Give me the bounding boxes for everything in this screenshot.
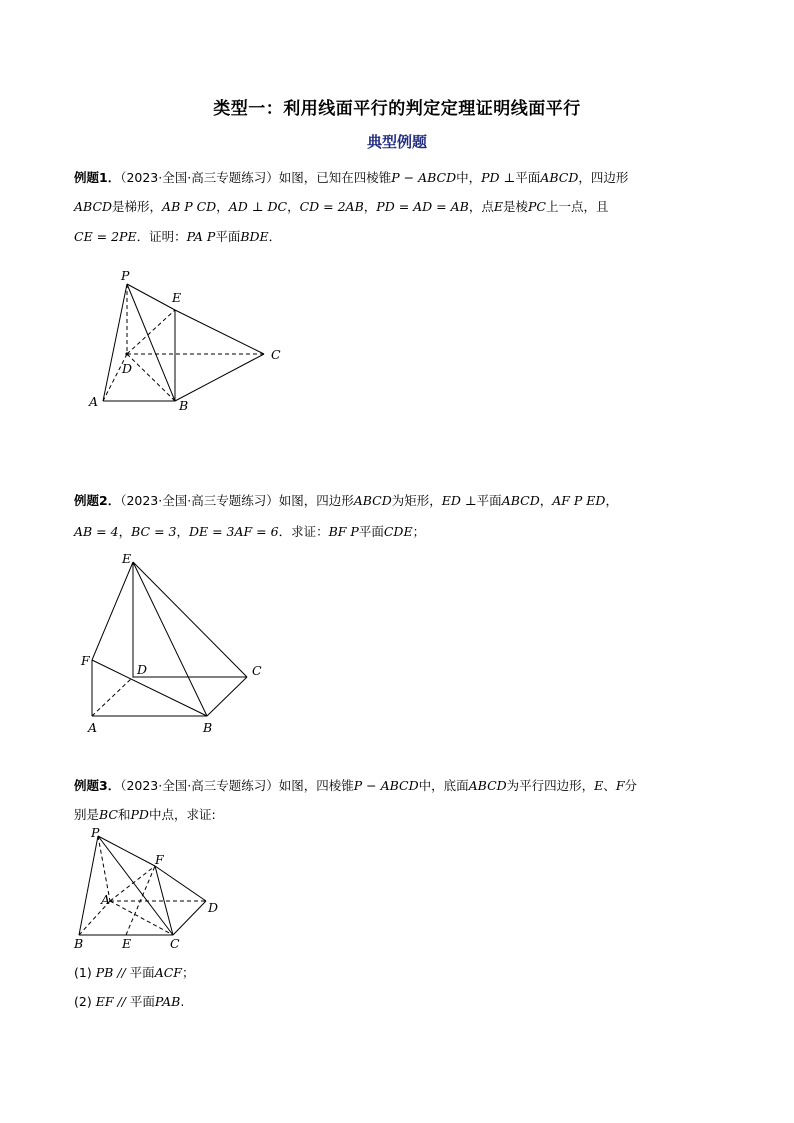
ex1-text: ， bbox=[216, 199, 229, 214]
ex2-math: AF P ED bbox=[552, 493, 606, 508]
ex1-text: 是棱 bbox=[502, 199, 528, 214]
ex2-math: BC = 3 bbox=[131, 524, 177, 539]
ex2-text: ， bbox=[118, 524, 132, 539]
ex2-text: 平面 bbox=[358, 524, 384, 539]
ex3-text: 为平行四边形， bbox=[506, 778, 595, 793]
ex2-text: ， bbox=[539, 493, 553, 508]
ex3-text: ； bbox=[181, 965, 195, 980]
ex3-text: 分 bbox=[624, 778, 638, 793]
ex3-math: E bbox=[594, 778, 604, 793]
ex2-source: （2023·全国·高三专题练习） bbox=[120, 493, 279, 508]
label-D: D bbox=[137, 662, 148, 677]
ex1-text: ， bbox=[363, 199, 377, 214]
ex3-text: 中点，求证: bbox=[148, 807, 216, 822]
label-B: B bbox=[74, 936, 84, 951]
ex1-text: ，点 bbox=[468, 199, 494, 214]
edge-CD bbox=[173, 901, 206, 935]
page-title: 类型一：利用线面平行的判定定理证明线面平行 bbox=[213, 99, 581, 119]
ex3-math: ABCD bbox=[468, 778, 507, 793]
edge-EF-hidden bbox=[126, 866, 155, 935]
ex1-math: AD ⊥ DC bbox=[228, 199, 288, 214]
ex3-text: 、 bbox=[603, 778, 616, 793]
label-B: B bbox=[179, 398, 189, 413]
label-C: C bbox=[252, 663, 262, 678]
label-P: P bbox=[91, 825, 100, 840]
label-E: E bbox=[172, 290, 182, 305]
label-C: C bbox=[170, 936, 180, 951]
edge-PC bbox=[98, 836, 173, 935]
ex1-text: 平面 bbox=[515, 170, 541, 185]
edge-AC-hidden bbox=[110, 901, 173, 935]
label-A: A bbox=[88, 720, 98, 735]
ex3-text: . bbox=[180, 994, 185, 1009]
label-D: D bbox=[208, 900, 219, 915]
ex1-text: ，四边形 bbox=[578, 170, 629, 185]
ex1-text: 平面 bbox=[215, 229, 241, 244]
ex3-question-2 bbox=[74, 992, 184, 1010]
q2-number: (2) bbox=[74, 994, 92, 1009]
label-F: F bbox=[81, 653, 90, 668]
ex3-text: 如图，四棱锥 bbox=[278, 778, 354, 793]
ex2-text: ．求证： bbox=[278, 524, 329, 539]
ex2-text: ， bbox=[176, 524, 189, 539]
ex1-math: PA P bbox=[186, 229, 216, 244]
ex1-math: CD = 2AB bbox=[299, 199, 364, 214]
ex3-math: P − ABCD bbox=[353, 778, 419, 793]
ex1-source: （2023·全国·高三专题练习） bbox=[120, 170, 279, 185]
ex2-text: 如图，四边形 bbox=[278, 493, 354, 508]
ex1-math: ABCD bbox=[540, 170, 579, 185]
ex2-text: 平面 bbox=[476, 493, 502, 508]
ex1-math: PD ⊥ bbox=[481, 170, 516, 185]
ex2-label: 例题2． bbox=[74, 493, 121, 508]
ex1-math: AB P CD bbox=[162, 199, 217, 214]
ex3-math: PB // bbox=[95, 965, 130, 980]
ex3-text: 平面 bbox=[129, 994, 155, 1009]
edge-AF-hidden bbox=[110, 866, 155, 901]
ex1-text: ．证明： bbox=[136, 229, 187, 244]
ex1-math: BDE bbox=[240, 229, 269, 244]
ex3-math: ACF bbox=[154, 965, 182, 980]
ex2-text: ； bbox=[412, 524, 426, 539]
label-D: D bbox=[122, 361, 133, 376]
ex1-math: PC bbox=[528, 199, 546, 214]
ex2-math: ABCD bbox=[501, 493, 540, 508]
q1-number: (1) bbox=[74, 965, 92, 980]
label-P: P bbox=[121, 268, 130, 283]
ex3-text: 中，底面 bbox=[418, 778, 469, 793]
ex1-math: PD = AD = AB bbox=[376, 199, 469, 214]
ex3-math: PD bbox=[130, 807, 149, 822]
ex2-text: 为矩形， bbox=[391, 493, 442, 508]
ex3-text: 平面 bbox=[129, 965, 155, 980]
ex2-math: CDE bbox=[383, 524, 413, 539]
ex1-math: CE = 2PE bbox=[74, 229, 137, 244]
label-E: E bbox=[122, 551, 132, 566]
ex3-math: BC bbox=[99, 807, 118, 822]
label-F: F bbox=[155, 852, 164, 867]
label-E: E bbox=[122, 936, 132, 951]
edge-PB bbox=[79, 836, 98, 935]
ex2-text: ， bbox=[605, 493, 618, 508]
ex2-math: ABCD bbox=[353, 493, 392, 508]
ex1-label: 例题1． bbox=[74, 170, 121, 185]
ex3-text: 和 bbox=[118, 807, 131, 822]
ex1-text: ． bbox=[268, 229, 282, 244]
label-A: A bbox=[101, 892, 111, 907]
section-subtitle: 典型例题 bbox=[366, 133, 427, 151]
ex3-math: PAB bbox=[154, 994, 181, 1009]
ex1-math: E bbox=[493, 199, 503, 214]
ex2-math: BF P bbox=[328, 524, 359, 539]
edge-PF bbox=[98, 836, 155, 866]
ex3-label: 例题3． bbox=[74, 778, 121, 793]
ex1-text: 如图，已知在四棱锥 bbox=[278, 170, 392, 185]
ex1-text: 上一点，且 bbox=[545, 199, 609, 214]
ex3-source: （2023·全国·高三专题练习） bbox=[120, 778, 279, 793]
ex1-text: 是梯形， bbox=[112, 199, 163, 214]
ex3-math: EF // bbox=[95, 994, 130, 1009]
label-C: C bbox=[271, 347, 281, 362]
label-B: B bbox=[203, 720, 213, 735]
label-A: A bbox=[89, 394, 99, 409]
ex3-math: F bbox=[615, 778, 625, 793]
ex2-math: DE = 3AF = 6 bbox=[188, 524, 279, 539]
ex1-text: 中， bbox=[456, 170, 482, 185]
ex3-text: 别是 bbox=[74, 807, 100, 822]
ex1-math: ABCD bbox=[74, 199, 113, 214]
ex3-question-1 bbox=[74, 963, 194, 981]
ex2-math: ED ⊥ bbox=[441, 493, 477, 508]
ex2-math: AB = 4 bbox=[74, 524, 119, 539]
ex1-math: P − ABCD bbox=[391, 170, 457, 185]
ex1-text: ， bbox=[287, 199, 300, 214]
